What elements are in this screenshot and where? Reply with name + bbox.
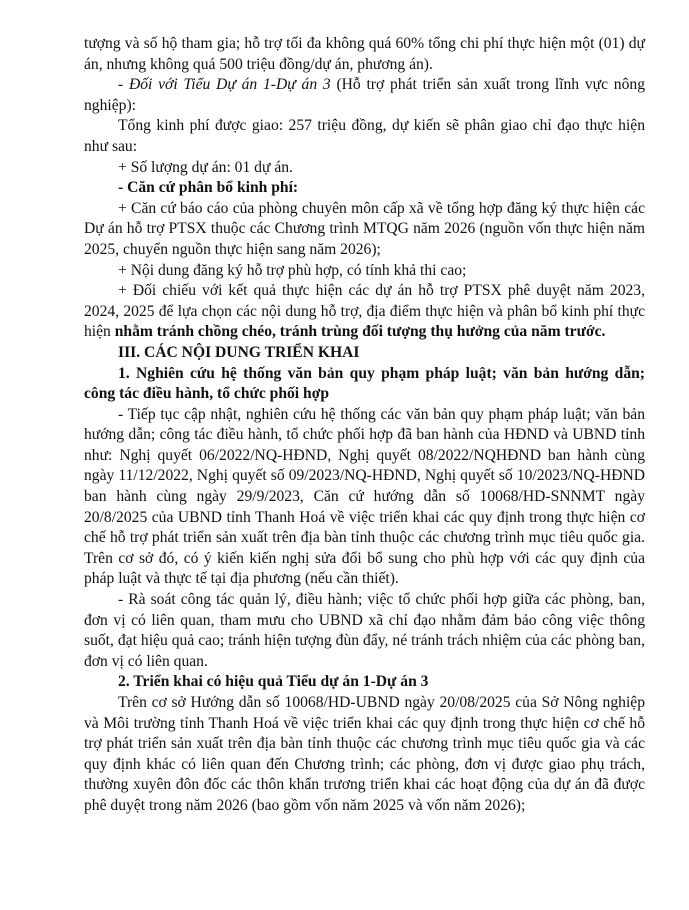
comparison-emphasis: nhằm tránh chồng chéo, tránh trùng đối tượng thụ hưởng của năm trước. (114, 323, 606, 341)
paragraph-basis-report: + Căn cứ báo cáo của phòng chuyên môn cấp xã về tổng hợp đăng ký thực hiện các Dự án hỗ trợ PTSX thuộc các Chương trình MTQG năm 2026 (nguồn vốn thực hiện năm 2025, chuyển nguồn thực hiện sang năm 2026); (84, 199, 645, 258)
comparison-text: + Đối chiếu với kết quả thực hiện các dự án hỗ trợ PTSX phê duyệt năm 2023, 2024, 2025 để lựa chọn các nội dung hỗ trợ, địa điểm thực hiện và phân bổ kinh phí thực hiện (84, 282, 645, 341)
paragraph-management-review: - Rà soát công tác quản lý, điều hành; việc tổ chức phối hợp giữa các phòng, ban, đơn vị có liên quan, tham mưu cho UBND xã chỉ đạo nhằm đảm bảo công việc thông suốt, đạt hiệu quả cao; tránh hiện tượng đùn đẩy, né tránh trách nhiệm của các phòng ban, đơn vị có liên quan. (84, 591, 645, 670)
section-heading-iii: III. CÁC NỘI DUNG TRIỂN KHAI (118, 343, 360, 361)
paragraph-allocation-basis: - Căn cứ phân bổ kinh phí: (118, 179, 299, 197)
paragraph-basis-content: + Nội dung đăng ký hỗ trợ phù hợp, có tính khả thi cao; (118, 261, 467, 279)
paragraph-total-budget: Tổng kinh phí được giao: 257 triệu đồng, dự kiến sẽ phân giao chỉ đạo thực hiện như sau: (84, 117, 645, 155)
paragraph-implementation: Trên cơ sở Hướng dẫn số 10068/HD-UBND ngày 20/08/2025 của Sở Nông nghiệp và Môi trường tỉnh Thanh Hoá về việc triển khai các quy định trong thực hiện cơ chế hỗ trợ phát triển sản xuất trên địa bàn tỉnh thuộc các chương trình mục tiêu quốc gia và các quy định khác có liên quan đến Chương trình; các phòng, đơn vị được giao phụ trách, thường xuyên đôn đốc các thôn khẩn trương triển khai các hoạt động của dự án đã được phê duyệt trong năm 2026 (bao gồm vốn năm 2025 và vốn năm 2026); (84, 694, 645, 814)
paragraph-legal-research: - Tiếp tục cập nhật, nghiên cứu hệ thống các văn bản quy phạm pháp luật; văn bản hướng dẫn; công tác điều hành, tổ chức phối hợp đã ban hành của HĐND và UBND tỉnh như: Nghị quyết 06/2022/NQ-HĐND, Nghị quyết 08/2022/NQHĐND ban hành cùng ngày 11/12/2022, Nghị quyết số 09/2023/NQ-HĐND, Nghị quyết số 10/2023/NQ-HĐND ban hành cùng ngày 29/9/2023, Căn cứ hướng dẫn số 10068/HD-SNNMT ngày 20/8/2025 của UBND tỉnh Thanh Hoá về việc triển khai các quy định trong thực hiện cơ chế hỗ trợ phát triển sản xuất trên địa bàn tỉnh thuộc các chương trình mục tiêu quốc gia. Trên cơ sở đó, có ý kiến kiến nghị sửa đổi bổ sung cho phù hợp với các quy định của pháp luật và thực tế tại địa phương (nếu cần thiết). (84, 405, 645, 588)
subsection-heading-2: 2. Triển khai có hiệu quả Tiểu dự án 1-Dự án 3 (118, 673, 429, 691)
paragraph-subproject-heading (84, 75, 645, 116)
subproject-label: - Đối với Tiểu Dự án 1-Dự án 3 (118, 76, 331, 94)
subproject-description: (Hỗ trợ phát triển sản xuất trong lĩnh vực nông nghiệp): (84, 76, 645, 114)
paragraph-basis-comparison (84, 281, 645, 343)
paragraph-support-limit: tượng và số hộ tham gia; hỗ trợ tối đa không quá 60% tổng chi phí thực hiện một (01) dự án, nhưng không quá 500 triệu đồng/dự án, phương án). (84, 35, 645, 73)
subsection-heading-1: 1. Nghiên cứu hệ thống văn bản quy phạm pháp luật; văn bản hướng dẫn; công tác điều hành, tổ chức phối hợp (84, 364, 645, 403)
paragraph-project-count: + Số lượng dự án: 01 dự án. (118, 158, 293, 176)
